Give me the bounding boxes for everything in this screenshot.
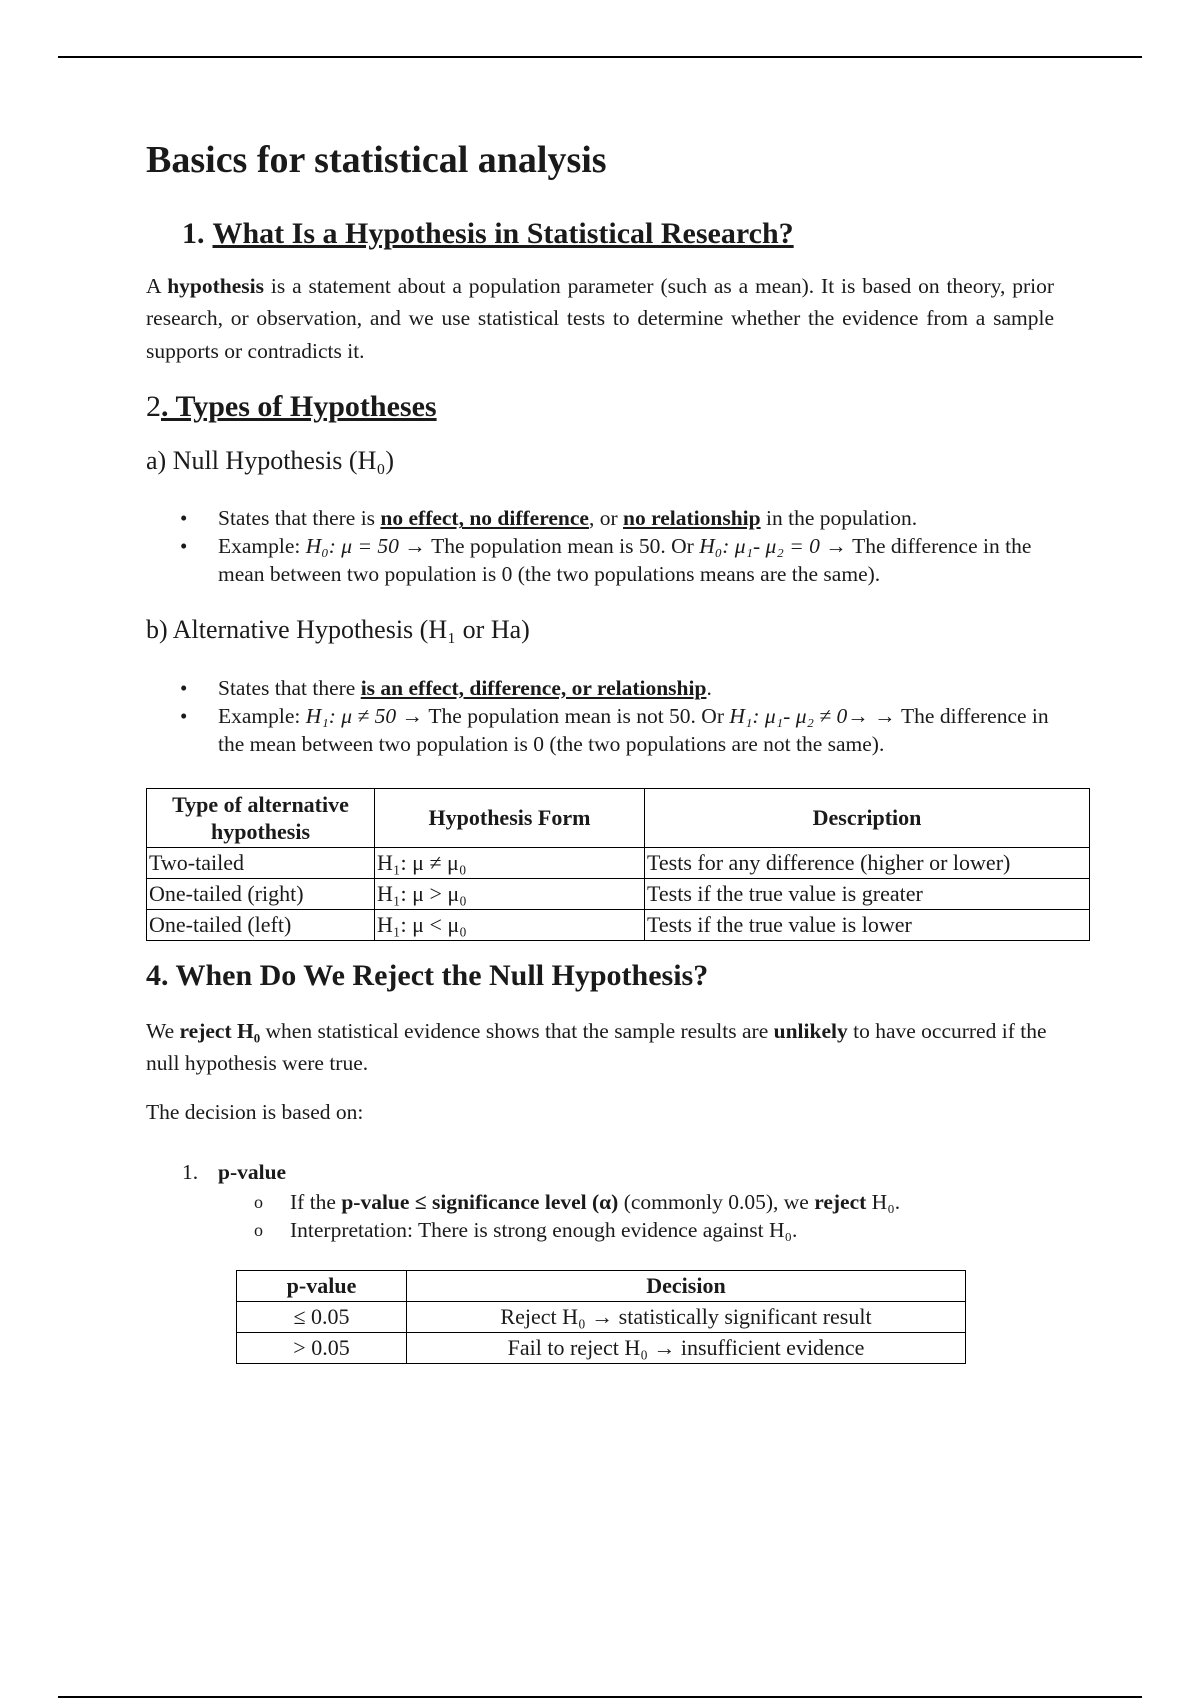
section-4-heading: 4. When Do We Reject the Null Hypothesis? xyxy=(146,958,709,992)
table-header: Description xyxy=(645,788,1090,847)
p-value-decision-table xyxy=(236,1270,966,1364)
formula: H₁: μ₁- μ₂ ≠ 0→ xyxy=(729,703,869,728)
table-cell: > 0.05 xyxy=(237,1333,407,1364)
text-run: , or xyxy=(588,506,624,531)
table-cell: H₁: μ ≠ μ₀ xyxy=(375,847,645,878)
formula: H₁: μ ≠ 50 xyxy=(305,703,397,728)
list-item xyxy=(146,1158,1054,1244)
list-item xyxy=(146,702,1054,758)
text-run: States that there is xyxy=(218,506,381,531)
text-run: If the xyxy=(290,1190,342,1215)
null-hypothesis-list xyxy=(146,504,1054,588)
text-run: H₀. xyxy=(866,1190,901,1215)
emphasis: reject H₀ xyxy=(179,1018,261,1043)
list-item xyxy=(146,674,1054,702)
table-cell: ≤ 0.05 xyxy=(237,1302,407,1333)
table-cell: Reject H₀ → statistically significant result xyxy=(407,1302,966,1333)
table-header-row xyxy=(147,788,1090,847)
term-hypothesis: hypothesis xyxy=(167,273,265,298)
emphasis: no relationship xyxy=(623,506,761,531)
table-header-row xyxy=(237,1271,966,1302)
table-row xyxy=(237,1333,966,1364)
null-hypothesis-heading: a) Null Hypothesis (H₀) xyxy=(146,446,395,476)
table-header: Hypothesis Form xyxy=(375,788,645,847)
text-run: → The population mean is not 50. Or xyxy=(396,703,730,728)
text-run: A xyxy=(146,273,168,298)
table-header: Decision xyxy=(407,1271,966,1302)
header-rule xyxy=(58,56,1142,58)
circle-bullet-icon: o xyxy=(254,1192,263,1213)
emphasis: reject xyxy=(814,1190,867,1215)
sub-list-item xyxy=(218,1216,1054,1244)
table-row xyxy=(147,909,1090,940)
section-2-number: 2 xyxy=(146,390,161,424)
text-run: Interpretation: There is strong enough evidence against H₀. xyxy=(290,1218,798,1243)
table-row xyxy=(147,878,1090,909)
text-run: in the population. xyxy=(760,506,918,531)
reject-null-paragraph xyxy=(146,1015,1054,1080)
list-item xyxy=(146,504,1054,532)
list-number: 1. xyxy=(182,1160,199,1185)
section-2-heading xyxy=(146,389,1054,425)
alternative-hypothesis-list xyxy=(146,674,1054,758)
emphasis: unlikely xyxy=(773,1018,848,1043)
section-1-heading xyxy=(182,216,1054,252)
text-run: to have occurred if the null hypothesis were true. xyxy=(146,1018,1047,1076)
table-cell: Fail to reject H₀ → insufficient evidence xyxy=(407,1333,966,1364)
table-row xyxy=(147,847,1090,878)
text-run: States that there xyxy=(218,675,361,700)
text-run: Example: xyxy=(218,703,306,728)
table-cell: H₁: μ > μ₀ xyxy=(375,878,645,909)
text-run: is a statement about a population parameter (such as a mean). It is based on theory, prior research, or observation, and we use statistical tests to determine whether the evidence from a sample supports or contradicts it. xyxy=(146,273,1055,363)
emphasis: no effect, no difference xyxy=(380,506,589,531)
table-cell: One-tailed (left) xyxy=(147,909,375,940)
list-item xyxy=(146,532,1054,588)
circle-bullet-icon: o xyxy=(254,1220,263,1241)
section-1-title: What Is a Hypothesis in Statistical Research? xyxy=(212,216,794,250)
table-header: Type of alternative hypothesis xyxy=(147,788,375,847)
table-cell: One-tailed (right) xyxy=(147,878,375,909)
table-cell: Tests for any difference (higher or lower) xyxy=(645,847,1090,878)
table-cell: Tests if the true value is greater xyxy=(645,878,1090,909)
document-body xyxy=(146,140,1054,1364)
page-title: Basics for statistical analysis xyxy=(146,139,607,181)
table-header: p-value xyxy=(237,1271,407,1302)
text-run: → The population mean is 50. Or xyxy=(398,534,700,559)
hypothesis-definition xyxy=(146,270,1054,368)
alternative-hypothesis-table xyxy=(146,788,1090,941)
table-cell: Tests if the true value is lower xyxy=(645,909,1090,940)
section-1-number: 1. xyxy=(182,216,205,250)
text-run: (commonly 0.05), we xyxy=(618,1190,815,1215)
sub-list xyxy=(218,1188,1054,1244)
footer-rule xyxy=(58,1696,1142,1698)
text-run: when statistical evidence shows that the sample results are xyxy=(260,1018,774,1043)
section-2-title: . Types of Hypotheses xyxy=(161,390,437,424)
text-run: Example: xyxy=(218,534,306,559)
emphasis: is an effect, difference, or relationship xyxy=(360,675,707,700)
emphasis: p-value ≤ significance level (α) xyxy=(341,1190,619,1215)
formula: H₀: μ = 50 xyxy=(305,534,399,559)
text-run: → The difference in the mean between two population is 0 (the two populations are not the same). xyxy=(218,703,1049,756)
text-run: We xyxy=(146,1018,180,1043)
text-run: . xyxy=(706,675,712,700)
list-item-label: p-value xyxy=(218,1160,287,1185)
table-cell: Two-tailed xyxy=(147,847,375,878)
alternative-hypothesis-heading: b) Alternative Hypothesis (H₁ or Ha) xyxy=(146,615,530,645)
decision-basis-paragraph: The decision is based on: xyxy=(146,1099,364,1124)
formula: H₀: μ₁- μ₂ = 0 xyxy=(699,534,820,559)
decision-criteria-list xyxy=(146,1158,1054,1244)
sub-list-item xyxy=(218,1188,1054,1216)
text-run: → The difference in the mean between two population is 0 (the two populations means are the same). xyxy=(218,534,1032,587)
table-cell: H₁: μ < μ₀ xyxy=(375,909,645,940)
table-row xyxy=(237,1302,966,1333)
